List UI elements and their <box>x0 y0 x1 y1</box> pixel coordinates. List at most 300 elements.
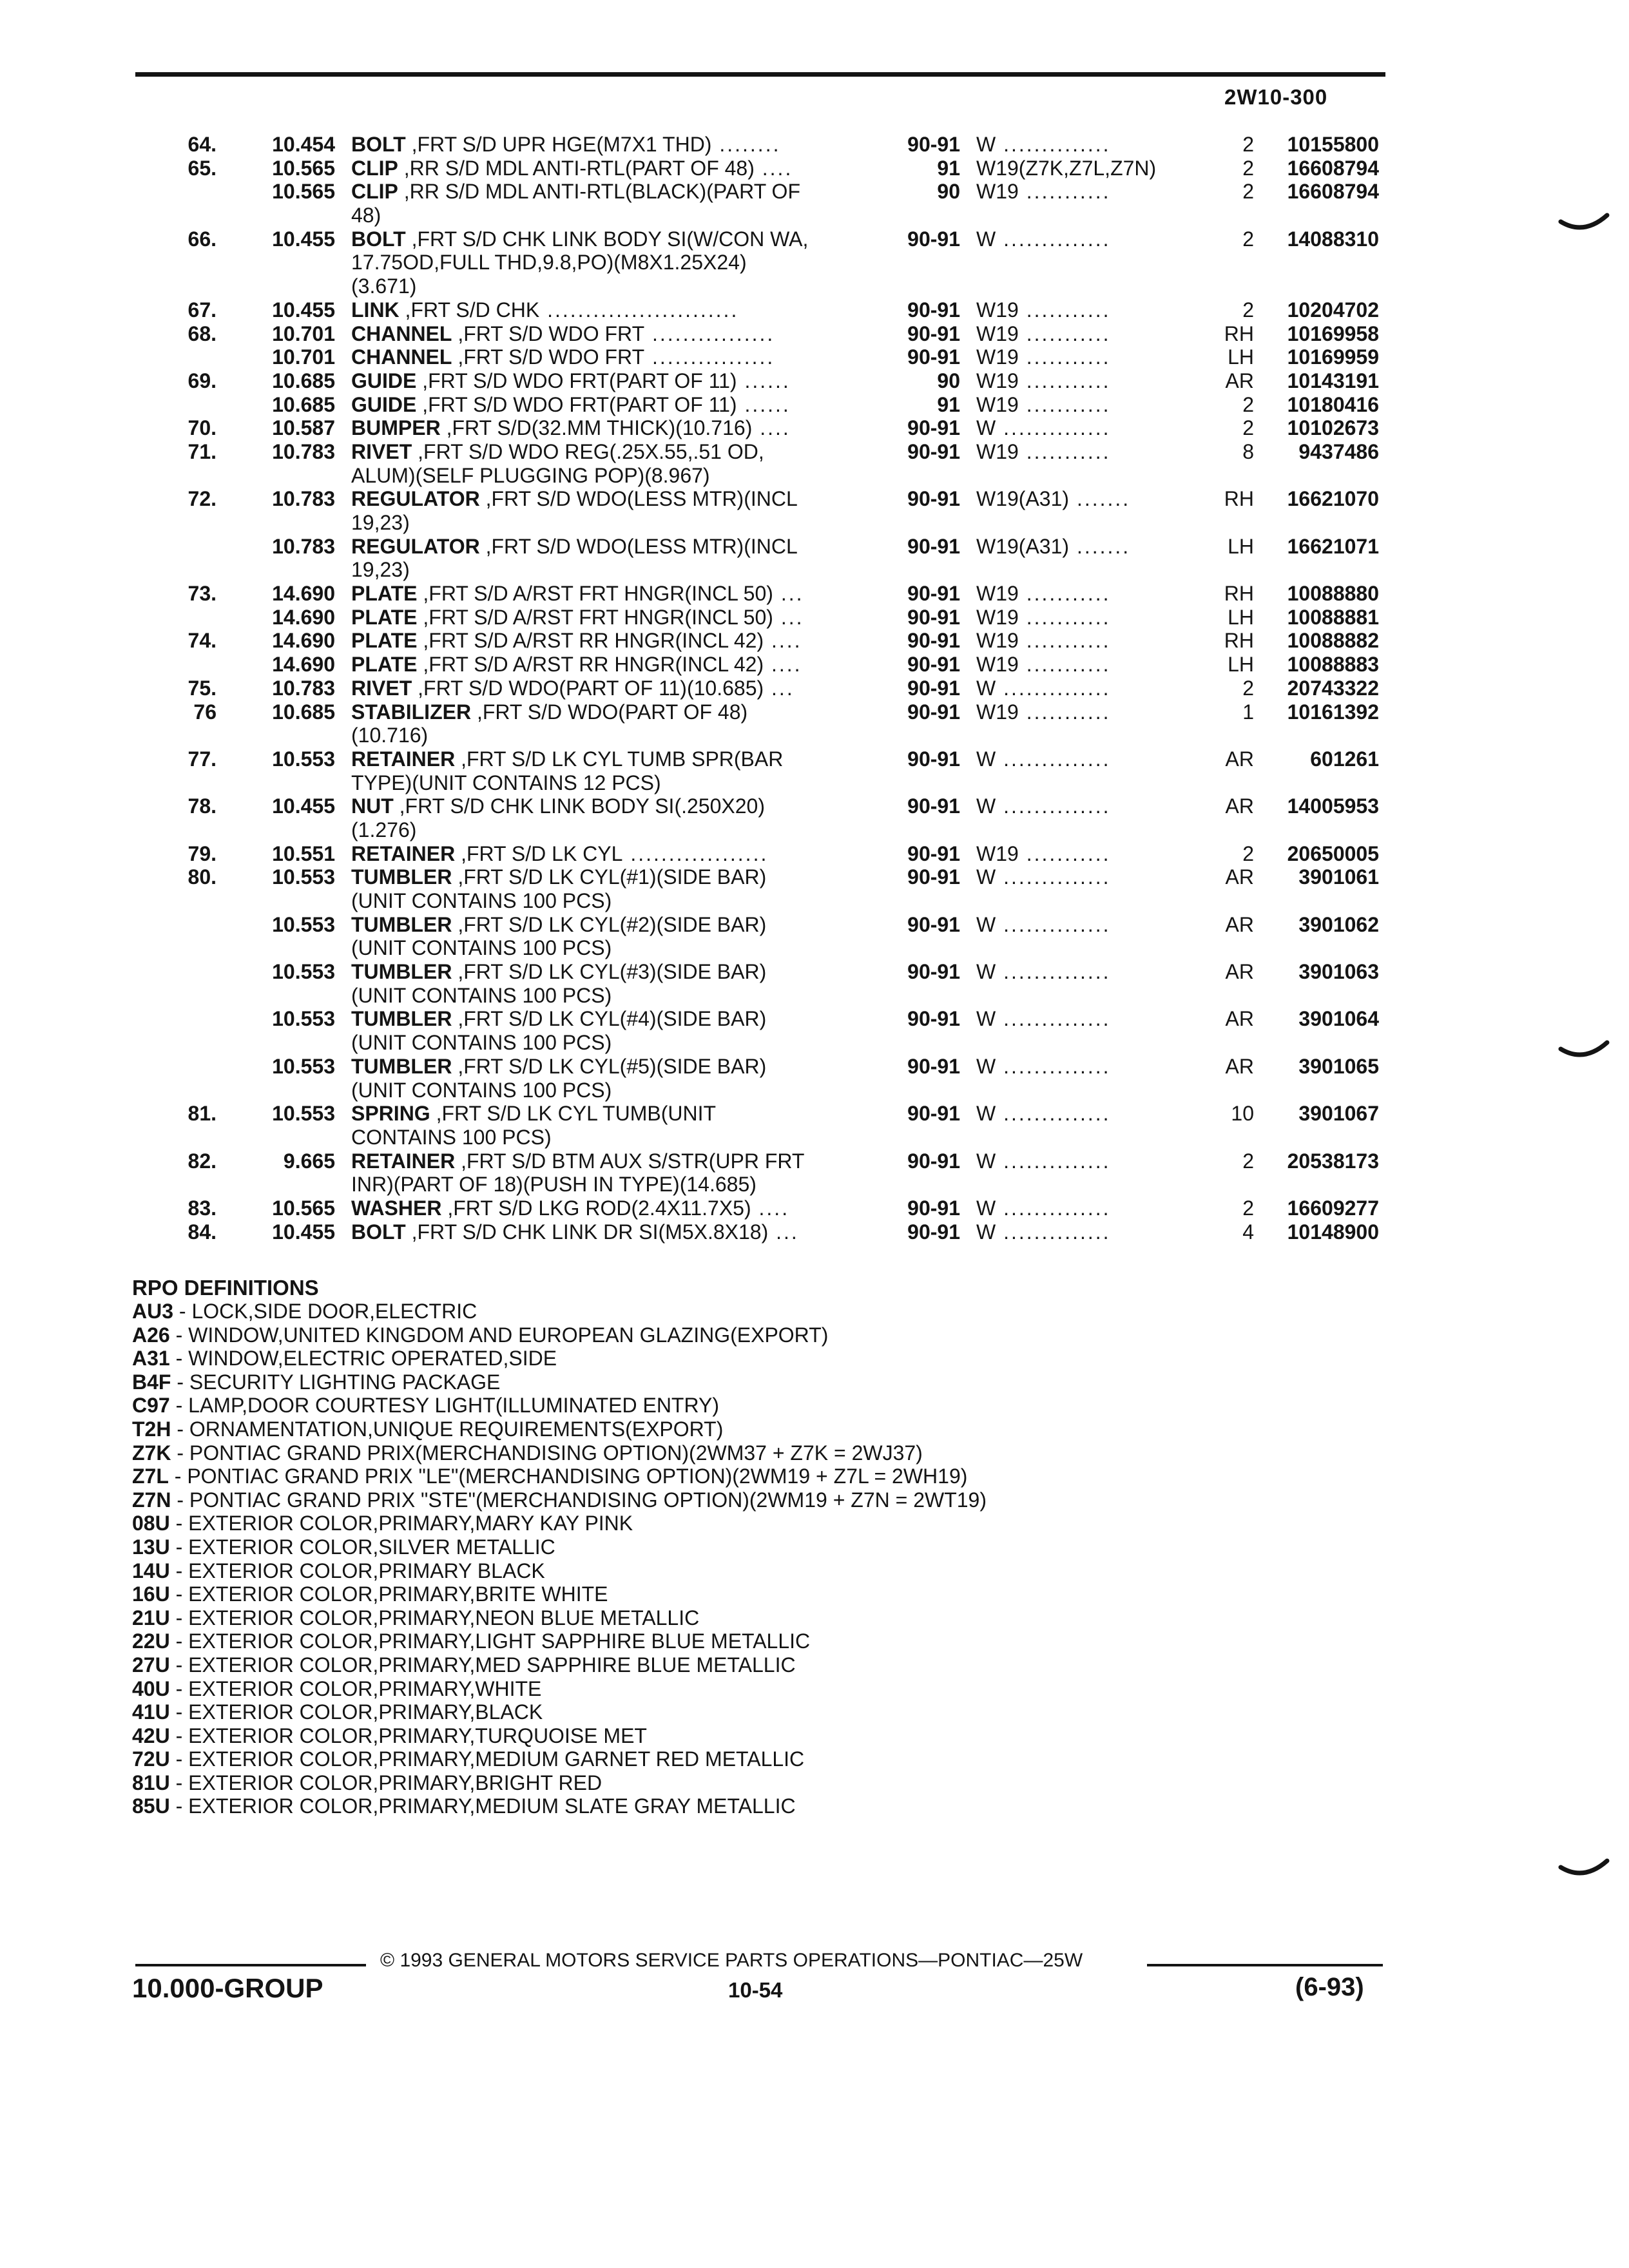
quantity: RH <box>1224 582 1254 606</box>
part-name: CLIP <box>351 156 398 180</box>
part-number: 20650005 <box>1287 841 1379 865</box>
part-name: REGULATOR <box>351 487 480 511</box>
part-number: 10204702 <box>1287 298 1379 322</box>
rpo-code: 81U <box>132 1771 170 1794</box>
part-description-continuation <box>0 1173 1629 1196</box>
model-code <box>976 369 1195 393</box>
leader-dots: .............. <box>996 416 1111 440</box>
model-years: 90-91 <box>907 629 960 653</box>
part-description-continuation <box>0 818 1629 842</box>
part-description <box>351 653 880 677</box>
model-years: 90-91 <box>907 1196 960 1220</box>
part-number: 16621070 <box>1287 487 1379 511</box>
group-number: 10.783 <box>272 676 335 700</box>
model-code <box>976 393 1195 417</box>
part-description-continuation <box>0 274 1629 298</box>
part-description <box>351 535 880 559</box>
part-description-cont: ALUM)(SELF PLUGGING POP)(8.967) <box>351 463 710 487</box>
part-name: BOLT <box>351 133 406 156</box>
part-number: 10180416 <box>1287 392 1379 416</box>
ref-number: 84. <box>188 1220 217 1244</box>
part-description <box>351 1196 880 1220</box>
part-number: 16608794 <box>1287 156 1379 180</box>
part-description-cont: (UNIT CONTAINS 100 PCS) <box>351 1031 612 1055</box>
part-description-cont: (UNIT CONTAINS 100 PCS) <box>351 1078 612 1102</box>
part-description-cont: 48) <box>351 204 381 227</box>
part-detail: ,FRT S/D CHK <box>399 298 540 322</box>
rpo-code: 72U <box>132 1747 170 1771</box>
rpo-code: 16U <box>132 1582 170 1606</box>
leader-dots: ...... <box>737 392 791 416</box>
group-number: 10.455 <box>272 227 335 251</box>
part-description <box>351 440 880 464</box>
ref-number: 72. <box>188 487 217 511</box>
rpo-code: 22U <box>132 1629 170 1653</box>
model-years: 91 <box>937 392 960 416</box>
part-number: 9437486 <box>1298 439 1379 463</box>
part-detail: ,FRT S/D BTM AUX S/STR(UPR FRT <box>455 1149 805 1173</box>
group-number: 10.783 <box>272 487 335 511</box>
leader-dots: .............. <box>996 1102 1111 1126</box>
rpo-item <box>132 1582 1356 1606</box>
quantity: 4 <box>1242 1220 1254 1244</box>
part-description <box>351 322 880 346</box>
model-text: W <box>976 676 996 700</box>
part-name: PLATE <box>351 605 418 629</box>
rpo-code: B4F <box>132 1370 171 1394</box>
model-code <box>976 677 1195 700</box>
part-detail: ,FRT S/D A/RST FRT HNGR(INCL 50) <box>417 582 773 606</box>
quantity: AR <box>1225 1054 1254 1078</box>
model-text: W <box>976 1007 996 1031</box>
part-row <box>0 606 1629 629</box>
group-number: 14.690 <box>272 605 335 629</box>
model-code <box>976 535 1195 559</box>
leader-dots: .............. <box>996 1149 1111 1173</box>
part-description-cont: (UNIT CONTAINS 100 PCS) <box>351 889 612 912</box>
part-row <box>0 298 1629 322</box>
model-years: 90-91 <box>907 416 960 440</box>
ref-number: 74. <box>188 629 217 653</box>
model-code <box>976 487 1195 511</box>
part-detail: ,FRT S/D WDO FRT(PART OF 11) <box>416 369 737 392</box>
part-description-continuation <box>0 204 1629 227</box>
quantity: AR <box>1225 865 1254 889</box>
leader-dots: .............. <box>996 1007 1111 1031</box>
group-number: 10.701 <box>272 322 335 345</box>
quantity: 2 <box>1242 676 1254 700</box>
quantity: 1 <box>1242 700 1254 724</box>
rpo-code: C97 <box>132 1394 170 1418</box>
model-text: W19 <box>976 629 1019 653</box>
model-code <box>976 747 1195 771</box>
group-number: 10.553 <box>272 1102 335 1126</box>
model-code <box>976 629 1195 653</box>
leader-dots: ........... <box>1018 629 1111 653</box>
rpo-text: - EXTERIOR COLOR,PRIMARY,TURQUOISE MET <box>169 1724 647 1747</box>
quantity: 8 <box>1242 439 1254 463</box>
model-text: W19 <box>976 439 1019 463</box>
part-detail: ,FRT S/D WDO REG(.25X.55,.51 OD, <box>412 439 764 463</box>
group-number: 10.553 <box>272 960 335 984</box>
part-description <box>351 133 880 157</box>
part-number: 10102673 <box>1287 416 1379 440</box>
leader-dots: .... <box>764 629 802 653</box>
model-code <box>976 133 1195 157</box>
part-description-continuation <box>0 724 1629 747</box>
model-code <box>976 298 1195 322</box>
part-row <box>0 322 1629 346</box>
binder-mark-icon <box>1558 1858 1610 1884</box>
group-number: 10.553 <box>272 747 335 771</box>
ref-number: 70. <box>188 416 217 440</box>
footer-group: 10.000-GROUP <box>132 1973 323 2003</box>
part-row <box>0 582 1629 606</box>
leader-dots: .............. <box>996 865 1111 889</box>
group-number: 10.565 <box>272 180 335 204</box>
part-row <box>0 1220 1629 1244</box>
model-text: W19 <box>976 605 1019 629</box>
rpo-item <box>132 1394 1356 1418</box>
quantity: AR <box>1225 960 1254 984</box>
rpo-text: - EXTERIOR COLOR,PRIMARY,MEDIUM GARNET RED METALLIC <box>169 1747 805 1771</box>
part-row <box>0 1102 1629 1126</box>
binder-mark-icon <box>1558 1040 1610 1066</box>
part-description <box>351 180 880 204</box>
part-number: 3901062 <box>1298 912 1379 936</box>
ref-number: 71. <box>188 439 217 463</box>
model-text: W <box>976 1196 996 1220</box>
part-description-continuation <box>0 558 1629 582</box>
part-number: 14005953 <box>1287 794 1379 818</box>
rpo-code: Z7N <box>132 1488 171 1512</box>
quantity: 10 <box>1231 1102 1254 1126</box>
rpo-item <box>132 1465 1356 1488</box>
part-description <box>351 1007 880 1031</box>
part-name: TUMBLER <box>351 1007 452 1031</box>
leader-dots: ........... <box>1018 345 1111 369</box>
rpo-code: 85U <box>132 1794 170 1818</box>
part-detail: ,FRT S/D WDO FRT <box>452 345 645 369</box>
rpo-code: T2H <box>132 1417 171 1441</box>
part-row <box>0 842 1629 866</box>
rpo-text: - EXTERIOR COLOR,PRIMARY,BRIGHT RED <box>169 1771 602 1794</box>
part-description-cont: (1.276) <box>351 818 417 841</box>
model-years: 90-91 <box>907 700 960 724</box>
part-description <box>351 629 880 653</box>
part-row <box>0 1007 1629 1031</box>
part-detail: ,FRT S/D WDO(PART OF 48) <box>471 700 748 724</box>
part-row <box>0 535 1629 559</box>
model-code <box>976 700 1195 724</box>
model-text: W19(A31) <box>976 487 1070 511</box>
leader-dots: ... <box>773 605 804 629</box>
rpo-code: 41U <box>132 1700 170 1724</box>
rpo-text: - WINDOW,ELECTRIC OPERATED,SIDE <box>169 1347 557 1370</box>
group-number: 10.565 <box>272 1196 335 1220</box>
leader-dots: ........... <box>1018 298 1111 322</box>
rpo-heading: RPO DEFINITIONS <box>132 1276 319 1300</box>
model-code <box>976 582 1195 606</box>
leader-dots: .... <box>752 416 791 440</box>
ref-number: 75. <box>188 676 217 700</box>
part-detail: ,FRT S/D LK CYL(#4)(SIDE BAR) <box>452 1007 767 1031</box>
model-code <box>976 842 1195 866</box>
part-description <box>351 865 880 889</box>
part-name: TUMBLER <box>351 912 452 936</box>
rpo-item <box>132 1300 1356 1323</box>
rpo-text: - WINDOW,UNITED KINGDOM AND EUROPEAN GLAZING(EXPORT) <box>169 1323 829 1347</box>
rpo-code: AU3 <box>132 1300 174 1323</box>
ref-number: 77. <box>188 747 217 771</box>
parts-list <box>0 133 1629 1244</box>
rpo-code: 27U <box>132 1653 170 1677</box>
group-number: 10.685 <box>272 700 335 724</box>
model-code <box>976 653 1195 677</box>
group-number: 10.685 <box>272 369 335 392</box>
part-row <box>0 416 1629 440</box>
binder-mark-icon <box>1558 213 1610 238</box>
rpo-text: - ORNAMENTATION,UNIQUE REQUIREMENTS(EXPORT) <box>171 1417 724 1441</box>
model-years: 90-91 <box>907 534 960 558</box>
model-years: 90-91 <box>907 676 960 700</box>
model-years: 90-91 <box>907 298 960 322</box>
model-years: 90-91 <box>907 1149 960 1173</box>
rpo-code: Z7K <box>132 1441 171 1465</box>
part-description <box>351 1055 880 1079</box>
part-description-cont: (UNIT CONTAINS 100 PCS) <box>351 983 612 1007</box>
part-row <box>0 345 1629 369</box>
part-row <box>0 393 1629 417</box>
footer-copyright: © 1993 GENERAL MOTORS SERVICE PARTS OPERATIONS—PONTIAC—25W <box>380 1950 1083 1971</box>
model-text: W <box>976 227 996 251</box>
leader-dots: ........... <box>1018 653 1111 677</box>
model-years: 90-91 <box>907 133 960 156</box>
quantity: 2 <box>1242 1149 1254 1173</box>
rpo-item <box>132 1653 1356 1677</box>
leader-dots: .............. <box>996 133 1111 156</box>
part-detail: ,FRT S/D LKG ROD(2.4X11.7X5) <box>441 1196 751 1220</box>
part-detail: ,FRT S/D A/RST RR HNGR(INCL 42) <box>417 629 764 653</box>
group-number: 10.553 <box>272 912 335 936</box>
rpo-item <box>132 1441 1356 1465</box>
leader-dots: ........ <box>711 133 781 156</box>
model-code <box>976 960 1195 984</box>
part-description-continuation <box>0 1126 1629 1149</box>
part-name: NUT <box>351 794 394 818</box>
model-years: 90-91 <box>907 747 960 771</box>
leader-dots: .............. <box>996 960 1111 984</box>
rpo-item <box>132 1323 1356 1347</box>
leader-dots: .............. <box>996 794 1111 818</box>
model-years: 90-91 <box>907 794 960 818</box>
model-code <box>976 416 1195 440</box>
part-row <box>0 1055 1629 1079</box>
part-description <box>351 700 880 724</box>
part-description <box>351 157 880 180</box>
rpo-item <box>132 1559 1356 1583</box>
model-years: 90-91 <box>907 1007 960 1031</box>
group-number: 10.553 <box>272 1007 335 1031</box>
part-name: RIVET <box>351 439 412 463</box>
part-name: RETAINER <box>351 1149 456 1173</box>
model-code <box>976 865 1195 889</box>
rpo-code: 13U <box>132 1535 170 1559</box>
part-row <box>0 747 1629 771</box>
rpo-item <box>132 1771 1356 1795</box>
quantity: AR <box>1225 369 1254 392</box>
group-number: 10.587 <box>272 416 335 440</box>
leader-dots: .............. <box>996 676 1111 700</box>
part-number: 14088310 <box>1287 227 1379 251</box>
part-description-continuation <box>0 1079 1629 1102</box>
part-row <box>0 440 1629 464</box>
quantity: LH <box>1228 345 1254 369</box>
part-detail: ,FRT S/D CHK LINK DR SI(M5X.8X18) <box>405 1220 769 1244</box>
model-text: W <box>976 133 996 156</box>
part-description-continuation <box>0 984 1629 1008</box>
part-description <box>351 960 880 984</box>
part-detail: ,FRT S/D CHK LINK BODY SI(.250X20) <box>393 794 765 818</box>
part-description <box>351 842 880 866</box>
rpo-text: - EXTERIOR COLOR,PRIMARY,MEDIUM SLATE GRAY METALLIC <box>169 1794 796 1818</box>
leader-dots: ........... <box>1018 841 1111 865</box>
part-detail: ,RR S/D MDL ANTI-RTL(BLACK)(PART OF <box>398 180 800 204</box>
quantity: AR <box>1225 794 1254 818</box>
rpo-code: A31 <box>132 1347 170 1370</box>
leader-dots: ........... <box>1018 322 1111 345</box>
ref-number: 65. <box>188 156 217 180</box>
part-description <box>351 369 880 393</box>
part-name: TUMBLER <box>351 865 452 889</box>
part-number: 3901067 <box>1298 1102 1379 1126</box>
group-number: 10.685 <box>272 392 335 416</box>
page-code: 2W10-300 <box>1224 85 1328 109</box>
part-detail: ,FRT S/D LK CYL(#1)(SIDE BAR) <box>452 865 767 889</box>
model-years: 90-91 <box>907 487 960 511</box>
model-years: 90-91 <box>907 1102 960 1126</box>
part-description-continuation <box>0 251 1629 274</box>
part-description-continuation <box>0 889 1629 913</box>
part-name: BUMPER <box>351 416 441 440</box>
rpo-text: - EXTERIOR COLOR,SILVER METALLIC <box>169 1535 555 1559</box>
model-text: W19 <box>976 582 1019 606</box>
model-years: 90-91 <box>907 1054 960 1078</box>
part-detail: ,FRT S/D LK CYL TUMB SPR(BAR <box>455 747 784 771</box>
part-row <box>0 913 1629 937</box>
leader-dots: ......................... <box>539 298 739 322</box>
part-number: 3901065 <box>1298 1054 1379 1078</box>
quantity: LH <box>1228 653 1254 677</box>
part-row <box>0 1196 1629 1220</box>
rpo-item <box>132 1724 1356 1748</box>
leader-dots: .............. <box>996 227 1111 251</box>
rpo-text: - SECURITY LIGHTING PACKAGE <box>171 1370 501 1394</box>
model-code <box>976 440 1195 464</box>
model-text: W19 <box>976 345 1019 369</box>
ref-number: 79. <box>188 841 217 865</box>
part-detail: ,FRT S/D LK CYL TUMB(UNIT <box>430 1102 717 1126</box>
part-description <box>351 227 880 251</box>
part-number: 10088880 <box>1287 582 1379 606</box>
part-name: RETAINER <box>351 747 456 771</box>
rpo-text: - EXTERIOR COLOR,PRIMARY,LIGHT SAPPHIRE BLUE METALLIC <box>169 1629 811 1653</box>
part-detail: ,FRT S/D(32.MM THICK)(10.716) <box>440 416 753 440</box>
part-row <box>0 157 1629 180</box>
part-description <box>351 913 880 937</box>
model-text: W19(A31) <box>976 534 1070 558</box>
part-name: LINK <box>351 298 400 322</box>
model-years: 90-91 <box>907 582 960 606</box>
part-number: 10088881 <box>1287 605 1379 629</box>
rpo-text: - LAMP,DOOR COURTESY LIGHT(ILLUMINATED ENTRY) <box>169 1394 719 1418</box>
model-text: W <box>976 416 996 440</box>
leader-dots: ................ <box>644 322 775 345</box>
part-name: PLATE <box>351 653 418 677</box>
part-row <box>0 629 1629 653</box>
part-detail: ,FRT S/D LK CYL(#2)(SIDE BAR) <box>452 912 767 936</box>
part-detail: ,FRT S/D UPR HGE(M7X1 THD) <box>405 133 712 156</box>
part-description <box>351 747 880 771</box>
ref-number: 76 <box>193 700 217 724</box>
rpo-item <box>132 1535 1356 1559</box>
rpo-text: - PONTIAC GRAND PRIX "STE"(MERCHANDISING OPTION)(2WM19 + Z7N = 2WT19) <box>171 1488 987 1512</box>
part-name: PLATE <box>351 629 418 653</box>
model-years: 90-91 <box>907 653 960 677</box>
leader-dots: .................. <box>622 841 769 865</box>
part-name: CLIP <box>351 180 398 204</box>
quantity: LH <box>1228 605 1254 629</box>
model-years: 90-91 <box>907 841 960 865</box>
part-detail: ,FRT S/D WDO(PART OF 11)(10.685) <box>412 676 764 700</box>
rpo-code: 08U <box>132 1512 170 1535</box>
rpo-code: 14U <box>132 1559 170 1582</box>
leader-dots: .............. <box>996 912 1111 936</box>
part-description <box>351 677 880 700</box>
model-years: 90-91 <box>907 912 960 936</box>
rpo-item <box>132 1512 1356 1535</box>
quantity: 2 <box>1242 1196 1254 1220</box>
top-rule <box>135 72 1385 77</box>
part-description <box>351 1149 880 1173</box>
part-number: 10169959 <box>1287 345 1379 369</box>
leader-dots: .... <box>764 653 802 677</box>
group-number: 14.690 <box>272 629 335 653</box>
rpo-item <box>132 1606 1356 1630</box>
group-number: 14.690 <box>272 582 335 606</box>
quantity: 2 <box>1242 841 1254 865</box>
part-detail: ,FRT S/D A/RST FRT HNGR(INCL 50) <box>417 605 773 629</box>
quantity: RH <box>1224 322 1254 345</box>
rpo-items <box>132 1300 1356 1818</box>
part-number: 20538173 <box>1287 1149 1379 1173</box>
model-code <box>976 345 1195 369</box>
group-number: 10.553 <box>272 865 335 889</box>
part-description-cont: (UNIT CONTAINS 100 PCS) <box>351 936 612 960</box>
rpo-code: 42U <box>132 1724 170 1747</box>
model-text: W19(Z7K,Z7L,Z7N) <box>976 156 1157 180</box>
quantity: 2 <box>1242 416 1254 440</box>
leader-dots: .............. <box>996 1054 1111 1078</box>
part-number: 10088883 <box>1287 653 1379 677</box>
part-name: TUMBLER <box>351 1054 452 1078</box>
model-text: W19 <box>976 841 1019 865</box>
model-years: 90-91 <box>907 1220 960 1244</box>
footer-rule-right <box>1147 1964 1383 1966</box>
model-code <box>976 606 1195 629</box>
part-name: CHANNEL <box>351 322 452 345</box>
model-code <box>976 227 1195 251</box>
